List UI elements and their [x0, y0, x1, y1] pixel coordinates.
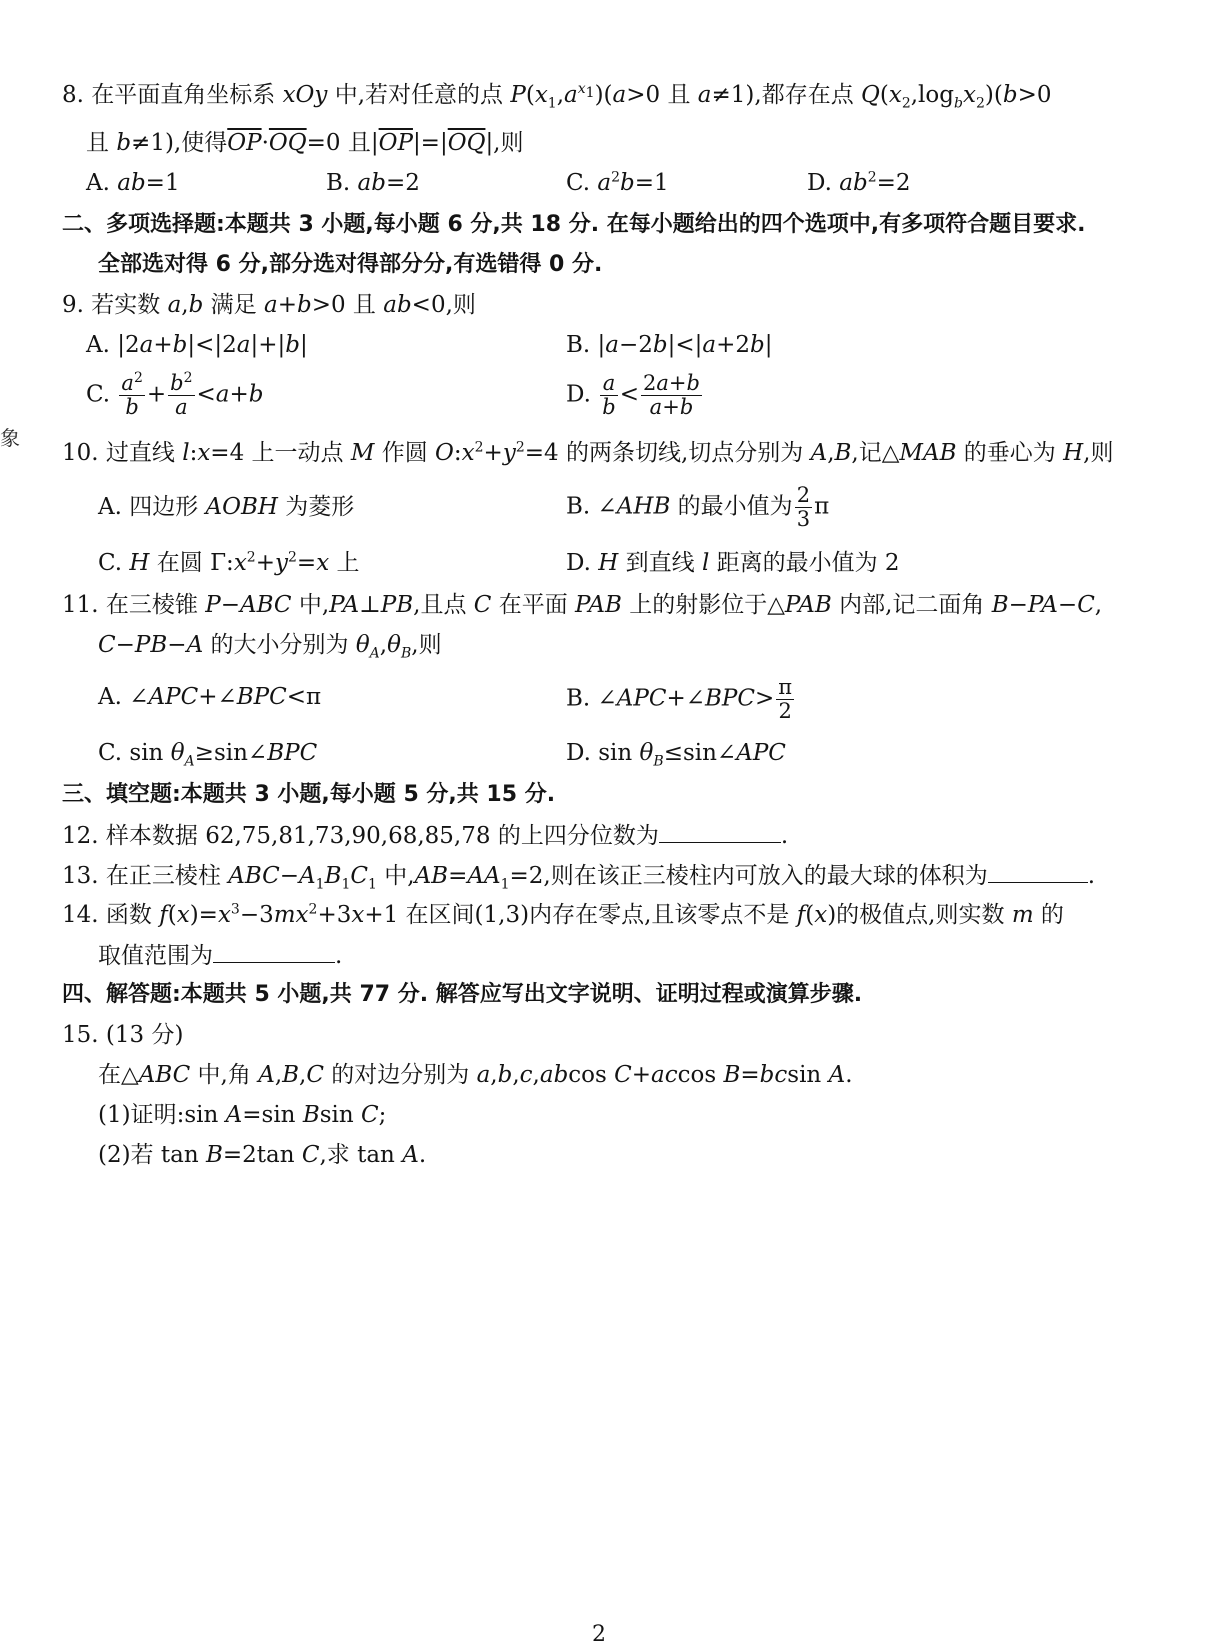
q15-part2: (2)若 tan B=2tan C,求 tan A. — [98, 1142, 427, 1168]
q13-line: 13. 在正三棱柱 $ABC-A_1B_1C_1$ 中$,AB=AA_1=2$,则在该正三棱柱内可放入的最大球的体积为 . — [62, 860, 1095, 891]
q11-stem-line2: C−PB−A 的大小分别为 $\theta_A,\theta_B$,则 — [98, 632, 442, 662]
q14-line1: 14. 函数 $f(x)=x^3-3mx^2+3x+1$ 在区间(1,3)内存在零点,且该零点不是 f(x)的极值点,则实数 m 的 — [62, 901, 1064, 928]
q10-option-c: C. H 在圆 $\Gamma:x^2+y^2=x$ 上 — [98, 549, 360, 576]
section2-heading-line1: 二、多项选择题:本题共 3 小题,每小题 6 分,共 18 分. 在每小题给出的四个选项中,有多项符合题目要求. — [62, 212, 1086, 237]
q12-answer-blank[interactable] — [659, 820, 781, 843]
q15-header: 15. (13 分) — [62, 1022, 184, 1048]
q15-stem: 在△ABC 中,角 A,B,C 的对边分别为 a,b,c,abcos C+accos B=bcsin A. — [98, 1062, 853, 1088]
q14-line2: 取值范围为 . — [98, 940, 342, 971]
q15-part1: (1)证明:sin A=sin Bsin C; — [98, 1102, 387, 1128]
q11-option-c: C. $\sin \theta_A\ge\sin\angle BPC$ — [98, 740, 318, 770]
q8-stem-line2: 且 b≠1),使得$\overline{OP}\cdot\overline{OQ}=0$ 且$|\overline{OP}|=|\overline{OQ}|$,则 — [86, 130, 524, 156]
q10-option-b: B. ∠AHB 的最小值为 $\frac{2}{3}$ π — [566, 483, 830, 531]
section2-heading-line2: 全部选对得 6 分,部分选对得部分分,有选错得 0 分. — [98, 252, 603, 277]
q11-option-d: D. $\sin \theta_B\le\sin\angle APC$ — [566, 740, 786, 770]
q8-option-c: C. $a^2b=1$ — [566, 169, 669, 196]
page-number: 2 — [592, 1622, 606, 1647]
q9-option-c: C. $\frac{a^2}{b}$ + $\frac{b^2}{a}$ <a+b — [86, 370, 264, 419]
q13-text: 13. 在正三棱柱 $ABC-A_1B_1C_1$ 中$,AB=AA_1=2$,则在该正三棱柱内可放入的最大球的体积为 — [62, 863, 988, 893]
q8-option-a: A. ab=1 — [86, 170, 180, 196]
q13-answer-blank[interactable] — [988, 860, 1088, 883]
q8-option-b: B. ab=2 — [326, 170, 420, 196]
q11-option-b: B. ∠APC+∠BPC> $\frac{\pi}{2}$ — [566, 675, 793, 723]
q12-text: 12. 样本数据 62,75,81,73,90,68,85,78 的上四分位数为 — [62, 823, 659, 849]
q8-option-d: D. $ab^2=2$ — [807, 169, 911, 196]
q14-answer-blank[interactable] — [213, 940, 335, 963]
q9-option-b: B. |a−2b|<|a+2b| — [566, 332, 773, 358]
q8-stem-line1: 8. 在平面直角坐标系 xOy 中,若对任意的点 $P(x_1,a^{x_1})(a>0$ 且 a≠1),都存在点 $Q(x_2,\log_bx_2)(b>0$ — [62, 81, 1052, 112]
q10-option-a: A. 四边形 AOBH 为菱形 — [98, 494, 355, 520]
section4-heading: 四、解答题:本题共 5 小题,共 77 分. 解答应写出文字说明、证明过程或演算步骤. — [62, 982, 863, 1007]
q11-option-a: A. ∠APC+∠BPC<π — [98, 684, 322, 710]
q12-line: 12. 样本数据 62,75,81,73,90,68,85,78 的上四分位数为 . — [62, 820, 788, 851]
q10-option-d: D. H 到直线 l 距离的最小值为 2 — [566, 550, 900, 576]
q9-stem: 9. 若实数 a,b 满足 a+b>0 且 ab<0,则 — [62, 292, 476, 318]
q14-text: 取值范围为 — [98, 943, 213, 969]
section3-heading: 三、填空题:本题共 3 小题,每小题 5 分,共 15 分. — [62, 782, 556, 807]
edge-fragment-char: 象 — [0, 426, 20, 450]
q9-option-d: D. $\frac{a}{b}$ < $\frac{2a+b}{a+b}$ — [566, 371, 700, 419]
q11-stem-line1: 11. 在三棱锥 P−ABC 中,PA⊥PB,且点 C 在平面 PAB 上的射影位于△PAB 内部,记二面角 B−PA−C, — [62, 592, 1103, 618]
q9-option-a: A. |2a+b|<|2a|+|b| — [86, 332, 308, 358]
q10-stem: 10. 过直线 l:x=4 上一动点 M 作圆 $O:x^2+y^2=4$ 的两条切线,切点分别为 A,B,记△MAB 的垂心为 H,则 — [62, 439, 1114, 466]
